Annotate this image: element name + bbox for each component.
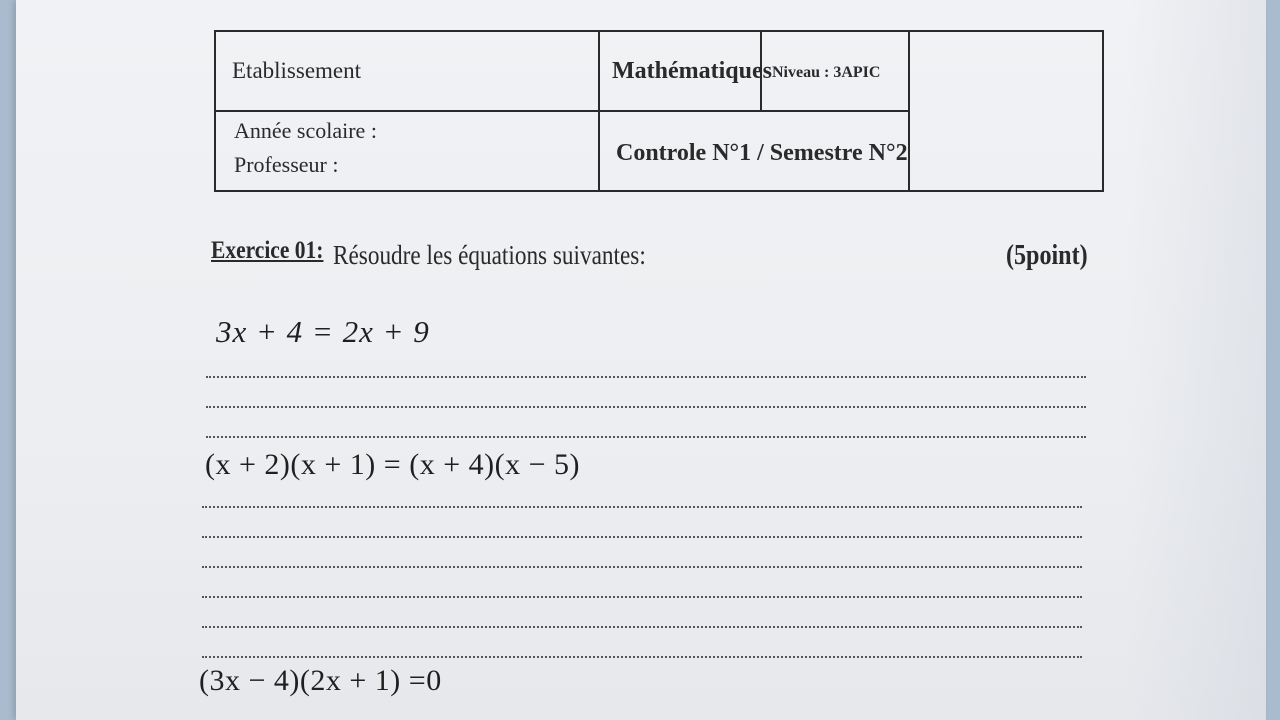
cell-etablissement [216,32,600,112]
cell-controle [600,112,910,192]
equation-2: (x + 2)(x + 1) = (x + 4)(x − 5) [205,448,581,481]
niveau-label: Niveau : 3APIC [772,64,881,81]
answer-line [202,626,1082,628]
annee-scolaire-label: Année scolaire : [234,118,377,143]
exercise-label: Exercice 01: [211,237,324,264]
controle-label: Controle N°1 / Semestre N°2 [616,140,908,166]
cell-annee-professeur [216,112,600,192]
equation-3: (3x − 4)(2x + 1) =0 [199,664,442,697]
answer-line [202,656,1082,658]
cell-niveau [762,32,910,112]
matiere-label: Mathématiques [612,58,772,84]
exercise-points: (5point) [1006,240,1088,271]
cell-blank [910,32,1104,192]
paper-shadow [1126,0,1266,720]
answer-line [202,566,1082,568]
etablissement-label: Etablissement [232,58,362,83]
answer-line [206,406,1086,408]
answer-line [206,436,1086,438]
answer-line [202,596,1082,598]
answer-line [202,536,1082,538]
answer-line [202,506,1082,508]
exercise-instruction: Résoudre les équations suivantes: [333,240,646,270]
equation-1: 3x + 4 = 2x + 9 [216,314,430,349]
header-table [214,30,1104,192]
professeur-label: Professeur : [234,152,339,177]
exam-sheet [16,0,1266,720]
answer-line [206,376,1086,378]
cell-matiere [600,32,772,112]
